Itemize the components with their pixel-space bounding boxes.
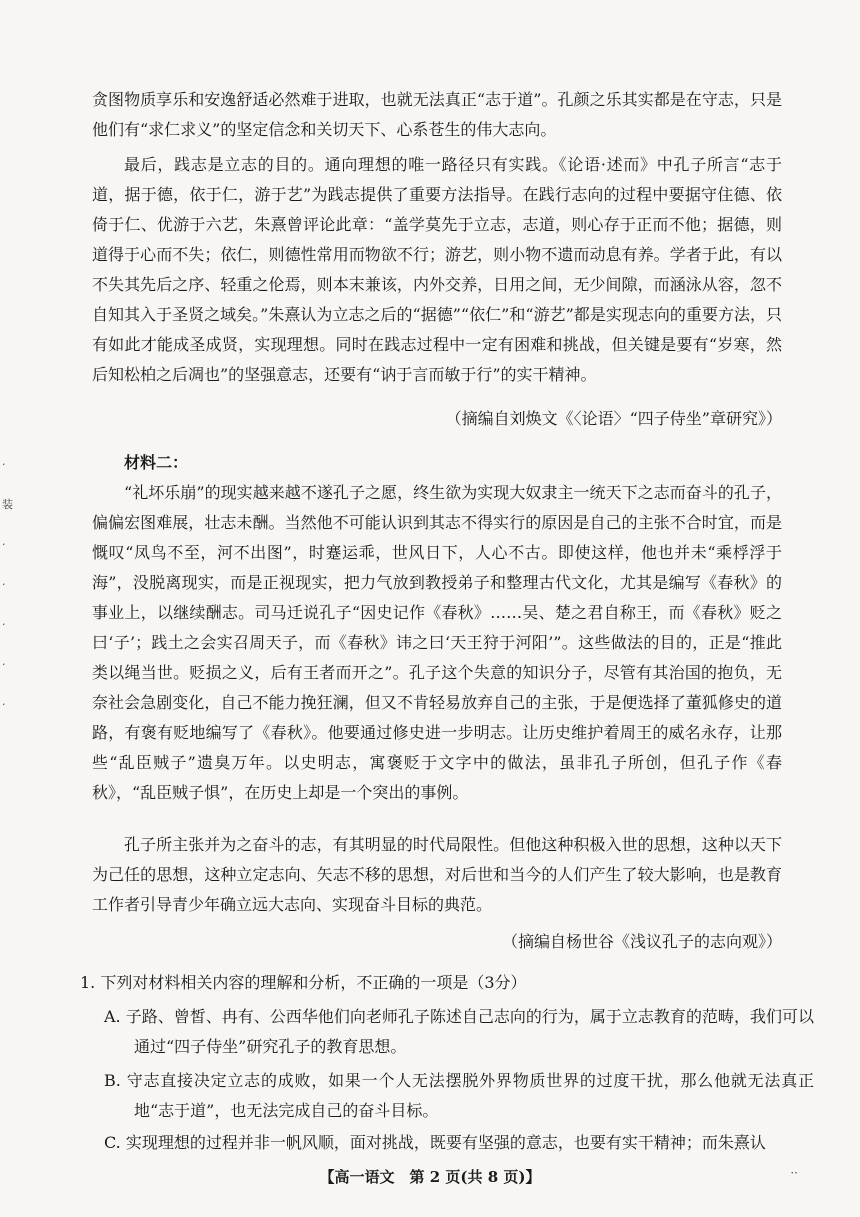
margin-mark: · — [2, 698, 6, 711]
material1-paragraph-last: 最后，践志是立志的目的。通向理想的唯一路径只有实践。《论语·述而》中孔子所言“志于道，据于德，依于仁，游于艺”为践志提供了重要方法指导。在践行志向的过程中要据守住德、依倚于仁、优游于六艺，朱熹曾评论此章：“盖学莫先于立志，志道，则心存于正而不他；据德，则道得于心而不失；依仁，则德性常用而物欲不行；游艺，则小物不遗而动息有养。学者于此，有以不失其先后之序、轻重之伦焉，则本末兼该，内外交养，日用之间，无少间隙，而涵泳从容，忽不自知其入于圣贤之域矣。”朱熹认为立志之后的“据德”“依仁”和“游艺”都是实现志向的重要方法，只有如此才能成圣成贤，实现理想。同时在践志过程中一定有困难和挑战，但关键是要有“岁寒，然后知松柏之后凋也”的坚强意志，还要有“讷于言而敏于行”的实干精神。 — [92, 155, 782, 384]
question-1-option-c: C. 实现理想的过程并非一帆风顺，面对挑战，既要有坚强的意志，也要有实干精神；而朱熹认 — [104, 1133, 766, 1152]
margin-mark: · — [2, 658, 6, 671]
margin-mark: · — [2, 538, 6, 551]
page-footer: 【高一语文 第 2 页(共 8 页)】 — [319, 1168, 541, 1186]
margin-mark: · — [2, 618, 6, 631]
binding-margin-marks — [2, 445, 14, 725]
material2-paragraph-1: “礼坏乐崩”的现实越来越不遂孔子之愿，终生欲为实现大奴隶主一统天下之志而奋斗的孔子，偏偏宏图难展，壮志未酬。当然他不可能认识到其志不得实行的原因是自己的主张不合时宜，而是慨叹“凤鸟不至，河不出图”，时蹇运乖，世风日下，人心不古。即使这样，他也并未“乘桴浮于海”，没脱离现实，而是正视现实，把力气放到教授弟子和整理古代文化，尤其是编写《春秋》的事业上，以继续酬志。司马迁说孔子“因史记作《春秋》……吴、楚之君自称王，而《春秋》贬之曰‘子’；践土之会实召周天子，而《春秋》讳之曰‘天王狩于河阳’”。这些做法的目的，正是“推此类以绳当世。贬损之义，后有王者而开之”。孔子这个失意的知识分子，尽管有其治国的抱负，无奈社会急剧变化，自己不能力挽狂澜，但又不肯轻易放弃自己的主张，于是便选择了董狐修史的道路，有褒有贬地编写了《春秋》。他要通过修史进一步明志。让历史维护着周王的威名永存，让那些“乱臣贼子”遗臭万年。以史明志，寓褒贬于文字中的做法，虽非孔子所创，但孔子作《春秋》，“乱臣贼子惧”，在历史上却是一个突出的事例。 — [92, 483, 782, 802]
material2-heading: 材料二： — [124, 453, 189, 472]
material1-source: （摘编自刘焕文《〈论语〉“四子侍坐”章研究》） — [445, 409, 782, 428]
margin-mark: · — [2, 578, 6, 591]
question-1-option-a: A. 子路、曾皙、冉有、公西华他们向老师孔子陈述自己志向的行为，属于立志教育的范畴，我们可以通过“四子侍坐”研究孔子的教育思想。 — [104, 1007, 814, 1056]
corner-mark: ·· — [790, 1166, 798, 1180]
material1-paragraph-continued: 贪图物质享乐和安逸舒适必然难于进取，也就无法真正“志于道”。孔颜之乐其实都是在守志，只是他们有“求仁求义”的坚定信念和关切天下、心系苍生的伟大志向。 — [92, 90, 782, 139]
question-1-stem: 1. 下列对材料相关内容的理解和分析，不正确的一项是（3分） — [80, 973, 527, 992]
material2-paragraph-2: 孔子所主张并为之奋斗的志，有其明显的时代局限性。但他这种积极入世的思想，这种以天下为己任的思想，这种立定志向、矢志不移的思想，对后世和当今的人们产生了较大影响，也是教育工作者引导青少年确立远大志向、实现奋斗目标的典范。 — [92, 835, 782, 914]
question-1-option-b: B. 守志直接决定立志的成败，如果一个人无法摆脱外界物质世界的过度干扰，那么他就无法真正地“志于道”，也无法完成自己的奋斗目标。 — [104, 1071, 814, 1120]
margin-mark: 装 — [2, 498, 13, 511]
margin-mark: · — [2, 458, 6, 471]
material2-source: （摘编自杨世谷《浅议孔子的志向观》） — [501, 932, 782, 951]
